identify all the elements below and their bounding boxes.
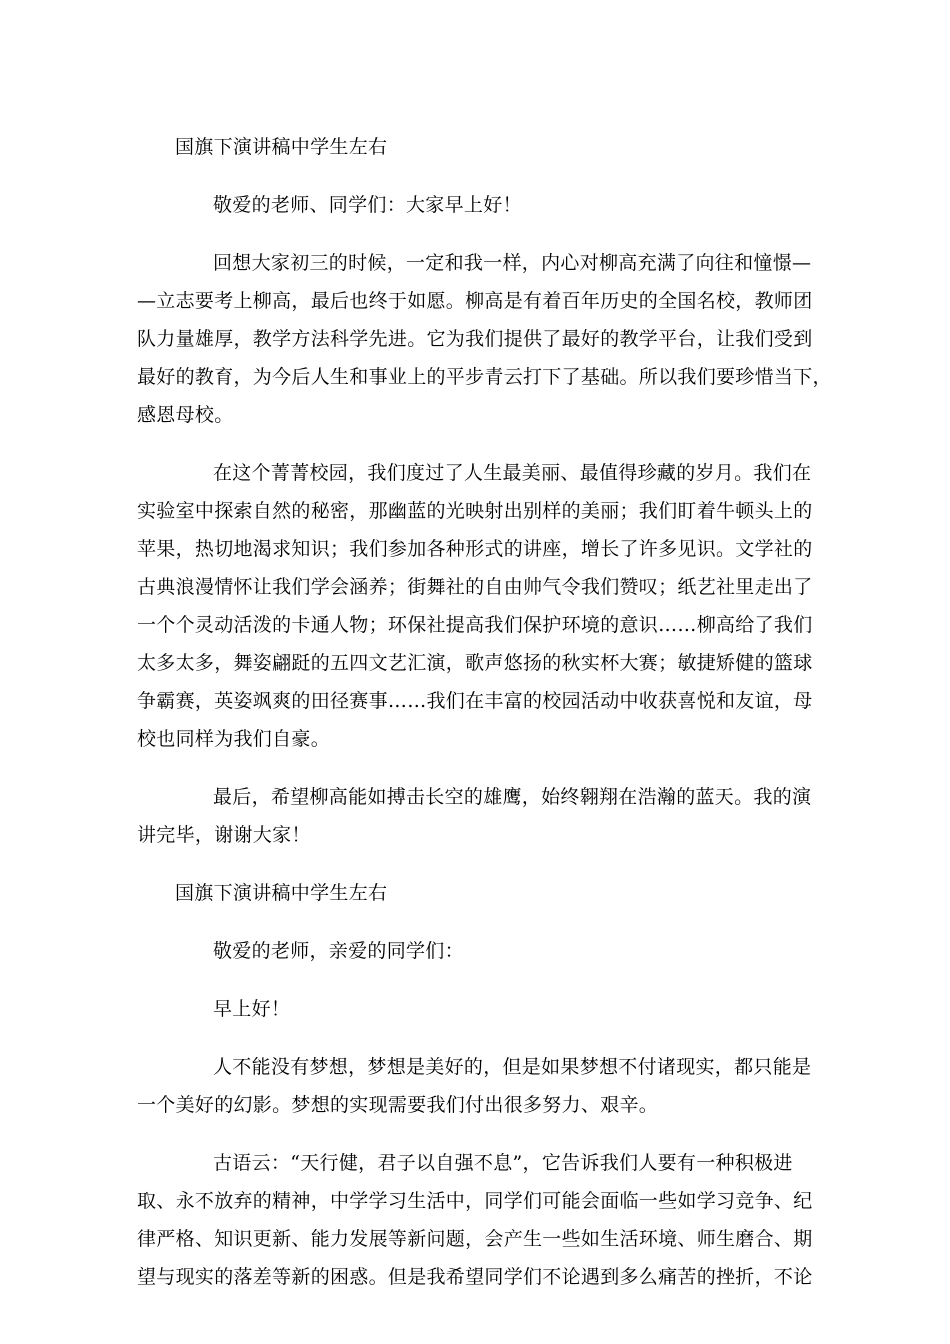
paragraph-line: 一个美好的幻影。梦想的实现需要我们付出很多努力、艰辛。: [137, 1094, 659, 1116]
paragraph-line: 实验室中探索自然的秘密，那幽蓝的光映射出别样的美丽；我们盯着牛顿头上的: [137, 500, 813, 522]
speech-section-1: [137, 128, 832, 854]
paragraph-line: 律严格、知识更新、能力发展等新问题，会产生一些如生活环境、师生磨合、期: [137, 1228, 813, 1250]
section-title: 国旗下演讲稿中学生左右: [175, 882, 388, 904]
paragraph-line: 敬爱的老师，亲爱的同学们：: [213, 940, 464, 962]
paragraph-line: 校也同样为我们自豪。: [137, 728, 331, 750]
paragraph-line: 望与现实的落差等新的困惑。但是我希望同学们不论遇到多么痛苦的挫折，不论: [137, 1266, 813, 1288]
paragraph-line: 古语云：“天行健，君子以自强不息”，它告诉我们人要有一种积极进: [213, 1152, 793, 1174]
paragraph-line: 早上好！: [213, 998, 291, 1020]
paragraph: [137, 1048, 817, 1124]
section-title: 国旗下演讲稿中学生左右: [175, 136, 388, 158]
speech-section-2: [137, 874, 817, 1296]
paragraph-line: 争霸赛，英姿飒爽的田径赛事……我们在丰富的校园活动中收获喜悦和友谊，母: [137, 690, 813, 712]
document-body: [137, 128, 832, 1316]
paragraph-line: 取、永不放弃的精神，中学学习生活中，同学们可能会面临一些如学习竞争、纪: [137, 1190, 813, 1212]
paragraph: [137, 454, 817, 758]
paragraph-line: 敬爱的老师、同学们：大家早上好！: [213, 194, 522, 216]
paragraph-line: 最后，希望柳高能如搏击长空的雄鹰，始终翱翔在浩瀚的蓝天。我的演: [213, 786, 812, 808]
paragraph-line: 在这个菁菁校园，我们度过了人生最美丽、最值得珍藏的岁月。我们在: [213, 462, 812, 484]
paragraph-greeting: [137, 990, 817, 1028]
paragraph: [137, 778, 817, 854]
paragraph-line: 最好的教育，为今后人生和事业上的平步青云打下了基础。所以我们要珍惜当下，: [137, 366, 832, 388]
paragraph-line: 一个个灵动活泼的卡通人物；环保社提高我们保护环境的意识……柳高给了我们: [137, 614, 813, 636]
paragraph-line: 人不能没有梦想，梦想是美好的，但是如果梦想不付诸现实，都只能是: [213, 1056, 812, 1078]
paragraph: [137, 244, 832, 434]
paragraph-line: 苹果，热切地渴求知识；我们参加各种形式的讲座，增长了许多见识。文学社的: [137, 538, 813, 560]
paragraph-line: 古典浪漫情怀让我们学会涵养；街舞社的自由帅气令我们赞叹；纸艺社里走出了: [137, 576, 813, 598]
paragraph-line: 回想大家初三的时候，一定和我一样，内心对柳高充满了向往和憧憬—: [213, 252, 812, 274]
paragraph-greeting: [137, 186, 817, 224]
paragraph-line: 感恩母校。: [137, 404, 234, 426]
paragraph-line: 太多太多，舞姿翩跹的五四文艺汇演，歌声悠扬的秋实杯大赛；敏捷矫健的篮球: [137, 652, 813, 674]
paragraph-line: —立志要考上柳高，最后也终于如愿。柳高是有着百年历史的全国名校，教师团: [137, 290, 813, 312]
paragraph-line: 讲完毕，谢谢大家！: [137, 824, 311, 846]
paragraph: [137, 1144, 817, 1296]
paragraph-line: 队力量雄厚，教学方法科学先进。它为我们提供了最好的教学平台，让我们受到: [137, 328, 813, 350]
paragraph-greeting: [137, 932, 817, 970]
